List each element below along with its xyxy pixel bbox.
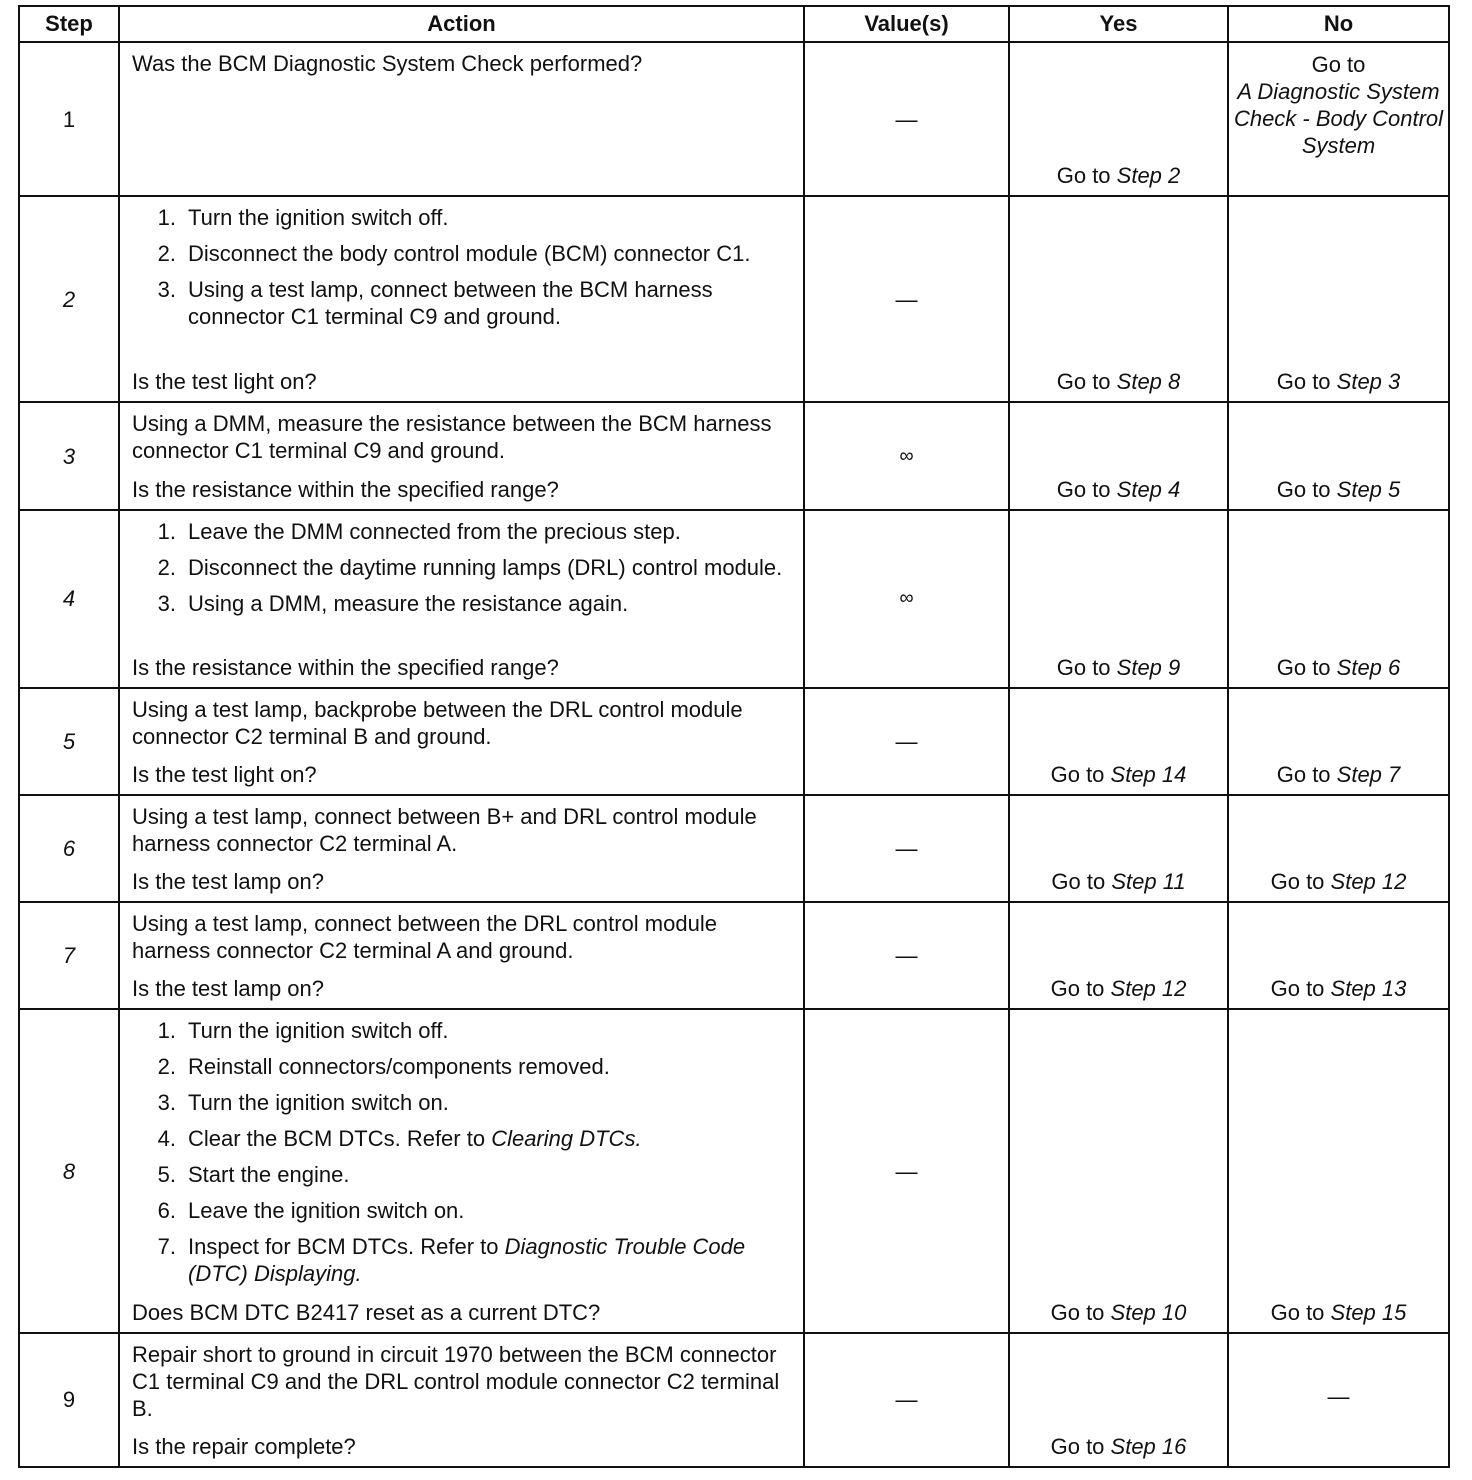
yes-cell xyxy=(1009,1009,1228,1332)
no-step-ref: Step 12 xyxy=(1330,869,1407,895)
no-cell xyxy=(1228,402,1449,509)
yes-step-ref: Step 2 xyxy=(1116,163,1181,189)
yes-prefix: Go to xyxy=(1050,976,1111,1002)
step-item-number: 6. xyxy=(157,1198,176,1224)
step-item-body: Start the engine. xyxy=(188,1162,350,1188)
step-item-body: Turn the ignition switch off. xyxy=(188,205,449,231)
no-cell xyxy=(1228,196,1449,402)
action-question: Is the test light on? xyxy=(132,369,317,395)
yes-prefix: Go to xyxy=(1056,654,1117,680)
value-cell: — xyxy=(804,795,1009,902)
no-step-ref: Step 3 xyxy=(1336,369,1401,395)
action-cell xyxy=(119,510,804,688)
header-yes: Yes xyxy=(1009,6,1228,42)
action-text: Using a test lamp, connect between B+ and DRL control module harness connector C2 terminal A. xyxy=(132,804,757,857)
step-item-body: Leave the ignition switch on. xyxy=(188,1198,465,1224)
no-prefix: Go to xyxy=(1270,976,1331,1002)
action-step-item xyxy=(132,240,795,267)
action-text: Was the BCM Diagnostic System Check performed? xyxy=(132,51,643,76)
action-step-item xyxy=(132,1017,795,1044)
step-item-number: 2. xyxy=(157,554,176,580)
step-item-text xyxy=(188,204,795,231)
step-number: 1 xyxy=(19,42,119,196)
step-number: 3 xyxy=(19,402,119,509)
step-item-body: Reinstall connectors/components removed. xyxy=(188,1054,610,1080)
header-step: Step xyxy=(19,6,119,42)
yes-prefix: Go to xyxy=(1050,762,1111,788)
table-row xyxy=(19,402,1449,509)
step-number: 9 xyxy=(19,1333,119,1467)
value-cell: ∞ xyxy=(804,402,1009,509)
step-number: 2 xyxy=(19,196,119,402)
action-text: Repair short to ground in circuit 1970 between the BCM connector C1 terminal C9 and the DRL control module connector C2 terminal B. xyxy=(132,1341,780,1421)
step-item-body: Turn the ignition switch off. xyxy=(188,1018,449,1044)
table-row xyxy=(19,1333,1449,1467)
no-cell xyxy=(1228,902,1449,1009)
value-cell: ∞ xyxy=(804,510,1009,688)
action-step-item xyxy=(132,204,795,231)
action-cell xyxy=(119,196,804,402)
step-item-number: 1. xyxy=(157,205,176,231)
value-cell: — xyxy=(804,196,1009,402)
no-step-ref: Step 5 xyxy=(1336,476,1401,502)
yes-prefix: Go to xyxy=(1056,369,1117,395)
action-cell xyxy=(119,1333,804,1467)
table-row xyxy=(19,1009,1449,1332)
no-prefix: Go to xyxy=(1270,869,1331,895)
value-cell: — xyxy=(804,902,1009,1009)
action-steps xyxy=(132,518,795,617)
no-step-ref: Step 7 xyxy=(1336,762,1401,788)
yes-step-ref: Step 9 xyxy=(1116,654,1181,680)
action-cell xyxy=(119,688,804,795)
no-step-ref: Step 13 xyxy=(1330,976,1407,1002)
step-item-number: 5. xyxy=(157,1162,176,1188)
table-row xyxy=(19,42,1449,196)
action-cell xyxy=(119,795,804,902)
action-cell xyxy=(119,902,804,1009)
step-number: 5 xyxy=(19,688,119,795)
step-item-text xyxy=(188,240,795,267)
yes-step-ref: Step 14 xyxy=(1110,762,1187,788)
step-item-text xyxy=(188,276,795,330)
action-text: Using a test lamp, backprobe between the DRL control module connector C2 terminal B and ground. xyxy=(132,696,743,749)
step-item-body: Inspect for BCM DTCs. Refer to xyxy=(188,1234,505,1260)
step-item-body: Using a test lamp, connect between the BCM harness connector C1 terminal C9 and ground. xyxy=(188,277,713,330)
header-no: No xyxy=(1228,6,1449,42)
yes-step-ref: Step 10 xyxy=(1110,1299,1187,1325)
step-item-text xyxy=(188,1161,795,1188)
yes-cell xyxy=(1009,196,1228,402)
action-step-item xyxy=(132,276,795,330)
value-cell: — xyxy=(804,1333,1009,1467)
no-prefix: Go to xyxy=(1270,1299,1331,1325)
step-item-text xyxy=(188,1053,795,1080)
step-item-number: 2. xyxy=(157,241,176,267)
no-prefix: Go to xyxy=(1276,369,1337,395)
action-step-item xyxy=(132,590,795,617)
step-item-number: 4. xyxy=(157,1126,176,1152)
action-question: Is the resistance within the specified range? xyxy=(132,654,559,680)
no-step-ref: Step 15 xyxy=(1330,1299,1407,1325)
yes-cell xyxy=(1009,688,1228,795)
table-row xyxy=(19,795,1449,902)
yes-cell xyxy=(1009,902,1228,1009)
action-step-item xyxy=(132,1053,795,1080)
step-number: 8 xyxy=(19,1009,119,1332)
step-number: 7 xyxy=(19,902,119,1009)
step-item-number: 7. xyxy=(157,1234,176,1260)
no-prefix: Go to xyxy=(1311,52,1366,77)
action-steps xyxy=(132,204,795,330)
action-question: Does BCM DTC B2417 reset as a current DTC? xyxy=(132,1299,601,1325)
step-item-reference: Clearing DTCs. xyxy=(491,1126,642,1152)
diagnostic-table xyxy=(18,5,1450,1468)
no-cell xyxy=(1228,1009,1449,1332)
step-item-text xyxy=(188,1125,795,1152)
yes-cell xyxy=(1009,1333,1228,1467)
step-item-number: 3. xyxy=(157,590,176,616)
action-text: Using a DMM, measure the resistance between the BCM harness connector C1 terminal C9 and ground. xyxy=(132,411,772,464)
action-step-item xyxy=(132,554,795,581)
yes-step-ref: Step 8 xyxy=(1116,369,1181,395)
no-prefix: Go to xyxy=(1276,762,1337,788)
header-action: Action xyxy=(119,6,804,42)
table-row xyxy=(19,196,1449,402)
yes-step-ref: Step 16 xyxy=(1110,1434,1187,1459)
no-cell xyxy=(1228,1333,1449,1467)
yes-cell xyxy=(1009,42,1228,196)
no-step-ref: A Diagnostic System Check - Body Control System xyxy=(1233,79,1444,158)
no-step-ref: — xyxy=(1327,1384,1350,1410)
step-number: 4 xyxy=(19,510,119,688)
step-item-body: Disconnect the daytime running lamps (DRL) control module. xyxy=(188,554,783,580)
yes-prefix: Go to xyxy=(1056,476,1117,502)
step-item-body: Leave the DMM connected from the precious step. xyxy=(188,518,681,544)
table-row xyxy=(19,688,1449,795)
no-cell xyxy=(1228,510,1449,688)
no-prefix: Go to xyxy=(1276,476,1337,502)
action-step-item xyxy=(132,518,795,545)
step-item-number: 1. xyxy=(157,518,176,544)
step-item-text xyxy=(188,1017,795,1044)
value-cell: — xyxy=(804,1009,1009,1332)
step-item-body: Clear the BCM DTCs. Refer to xyxy=(188,1126,492,1152)
action-question: Is the test lamp on? xyxy=(132,976,324,1002)
step-item-number: 1. xyxy=(157,1018,176,1044)
yes-step-ref: Step 12 xyxy=(1110,976,1187,1002)
action-step-item xyxy=(132,1233,795,1287)
no-step-ref: Step 6 xyxy=(1336,654,1401,680)
yes-cell xyxy=(1009,402,1228,509)
value-cell: — xyxy=(804,42,1009,196)
step-item-body: Disconnect the body control module (BCM) connector C1. xyxy=(188,241,751,267)
yes-cell xyxy=(1009,510,1228,688)
yes-step-ref: Step 11 xyxy=(1111,869,1186,895)
action-cell xyxy=(119,1009,804,1332)
action-step-item xyxy=(132,1125,795,1152)
action-cell xyxy=(119,42,804,196)
step-item-text xyxy=(188,1089,795,1116)
step-item-reference: Diagnostic Trouble Code (DTC) Displaying. xyxy=(188,1234,746,1287)
step-item-text xyxy=(188,590,795,617)
table-row xyxy=(19,510,1449,688)
action-step-item xyxy=(132,1197,795,1224)
yes-step-ref: Step 4 xyxy=(1116,476,1181,502)
step-item-text xyxy=(188,1197,795,1224)
action-cell xyxy=(119,402,804,509)
step-item-text xyxy=(188,554,795,581)
yes-prefix: Go to xyxy=(1050,1434,1111,1459)
step-item-number: 3. xyxy=(157,1090,176,1116)
no-cell xyxy=(1228,688,1449,795)
step-item-number: 2. xyxy=(157,1054,176,1080)
header-row xyxy=(19,6,1449,42)
action-steps xyxy=(132,1017,795,1287)
value-cell: — xyxy=(804,688,1009,795)
step-item-text xyxy=(188,1233,795,1287)
no-prefix: Go to xyxy=(1276,654,1337,680)
yes-cell xyxy=(1009,795,1228,902)
no-cell xyxy=(1228,795,1449,902)
step-item-body: Turn the ignition switch on. xyxy=(188,1090,449,1116)
no-cell xyxy=(1228,42,1449,196)
step-item-text xyxy=(188,518,795,545)
action-step-item xyxy=(132,1089,795,1116)
action-question: Is the test lamp on? xyxy=(132,869,324,895)
action-question: Is the resistance within the specified range? xyxy=(132,476,559,502)
step-item-body: Using a DMM, measure the resistance again. xyxy=(188,590,629,616)
action-text: Using a test lamp, connect between the DRL control module harness connector C2 terminal A and ground. xyxy=(132,911,717,964)
action-question: Is the repair complete? xyxy=(132,1434,356,1459)
step-item-number: 3. xyxy=(157,277,176,303)
yes-prefix: Go to xyxy=(1051,869,1112,895)
table-row xyxy=(19,902,1449,1009)
action-question: Is the test light on? xyxy=(132,762,317,788)
action-step-item xyxy=(132,1161,795,1188)
step-number: 6 xyxy=(19,795,119,902)
header-values: Value(s) xyxy=(804,6,1009,42)
yes-prefix: Go to xyxy=(1050,1299,1111,1325)
yes-prefix: Go to xyxy=(1056,163,1117,189)
